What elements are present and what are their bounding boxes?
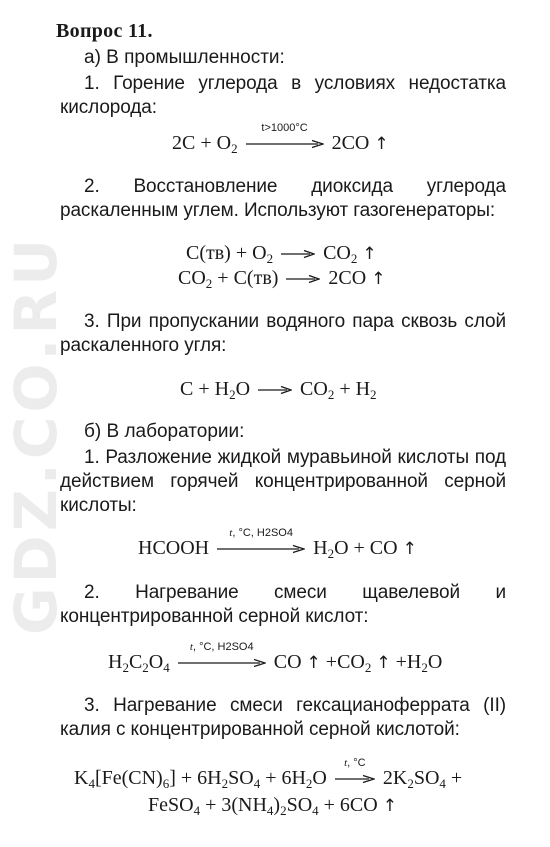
equation-b3-line1: $K_4[Fe(CN)_6] + 6H_2SO_4 + 6H_2O$ t, °C $2K_2SO_4$ + <box>74 757 463 791</box>
reaction-arrow: t, °C <box>335 774 375 784</box>
equation-b3-line2: FeSO$_4$ + $3(NH_4)_2SO_4 + 6CO$ ↑ <box>148 794 397 818</box>
gas-arrow-icon: ↑ <box>402 539 417 559</box>
equation-a1: $2C + O_2$ t>1000°C 2CO ↑ <box>172 122 389 156</box>
gas-arrow-icon: ↑ <box>306 653 321 673</box>
watermark: GDZ.CO.RU <box>2 234 70 636</box>
reaction-arrow: t>1000°C <box>246 139 324 149</box>
reaction-arrow <box>258 385 292 395</box>
reaction-arrow <box>281 249 315 259</box>
section-b-paragraph-3: 3. Нагревание смеси гексацианоферрата (II) калия с концентрированной серной кислотой: <box>60 695 506 740</box>
equation-b1: HCOOH t, °C, H2SO4 $H_2O$ + CO ↑ <box>138 527 417 561</box>
section-a-heading: а) В промышленности: <box>84 47 285 68</box>
section-b-paragraph-2: 2. Нагревание смеси щавелевой и концентрированной серной кислот: <box>60 582 506 627</box>
gas-arrow-icon: ↑ <box>371 269 386 289</box>
section-a-paragraph-3: 3. При пропускании водяного пара сквозь слой раскаленного угля: <box>60 311 506 356</box>
reaction-arrow: t, °C, H2SO4 <box>217 544 305 554</box>
gas-arrow-icon: ↑ <box>362 244 377 264</box>
equation-b2: $H_2C_2O_4$ t, °C, H2SO4 CO ↑ $+CO_2$ ↑ $+H_2O$ <box>108 641 443 675</box>
question-title: Вопрос 11. <box>56 20 153 42</box>
section-b-paragraph-1: 1. Разложение жидкой муравьиной кислоты под действием горячей концентрированной серной кислоты: <box>60 447 506 516</box>
reaction-arrow <box>286 274 320 284</box>
reaction-arrow: t, °C, H2SO4 <box>178 658 266 668</box>
section-a-paragraph-2: 2. Восстановление диоксида углерода раскаленным углем. Используют газогенераторы: <box>60 176 506 221</box>
section-b-heading: б) В лаборатории: <box>84 421 245 442</box>
gas-arrow-icon: ↑ <box>382 796 397 816</box>
gas-arrow-icon: ↑ <box>376 653 391 673</box>
section-a-paragraph-1: 1. Горение углерода в условиях недостатка кислорода: <box>60 73 506 118</box>
equation-a3: $C + H_2O$ $CO_2 + H_2$ <box>180 378 377 402</box>
gas-arrow-icon: ↑ <box>374 134 389 154</box>
equation-a2a: $C(тв) + O_2$ $CO_2$ ↑ <box>186 242 377 266</box>
equation-a2b: $CO_2 + C(тв)$ 2CO ↑ <box>178 267 386 291</box>
